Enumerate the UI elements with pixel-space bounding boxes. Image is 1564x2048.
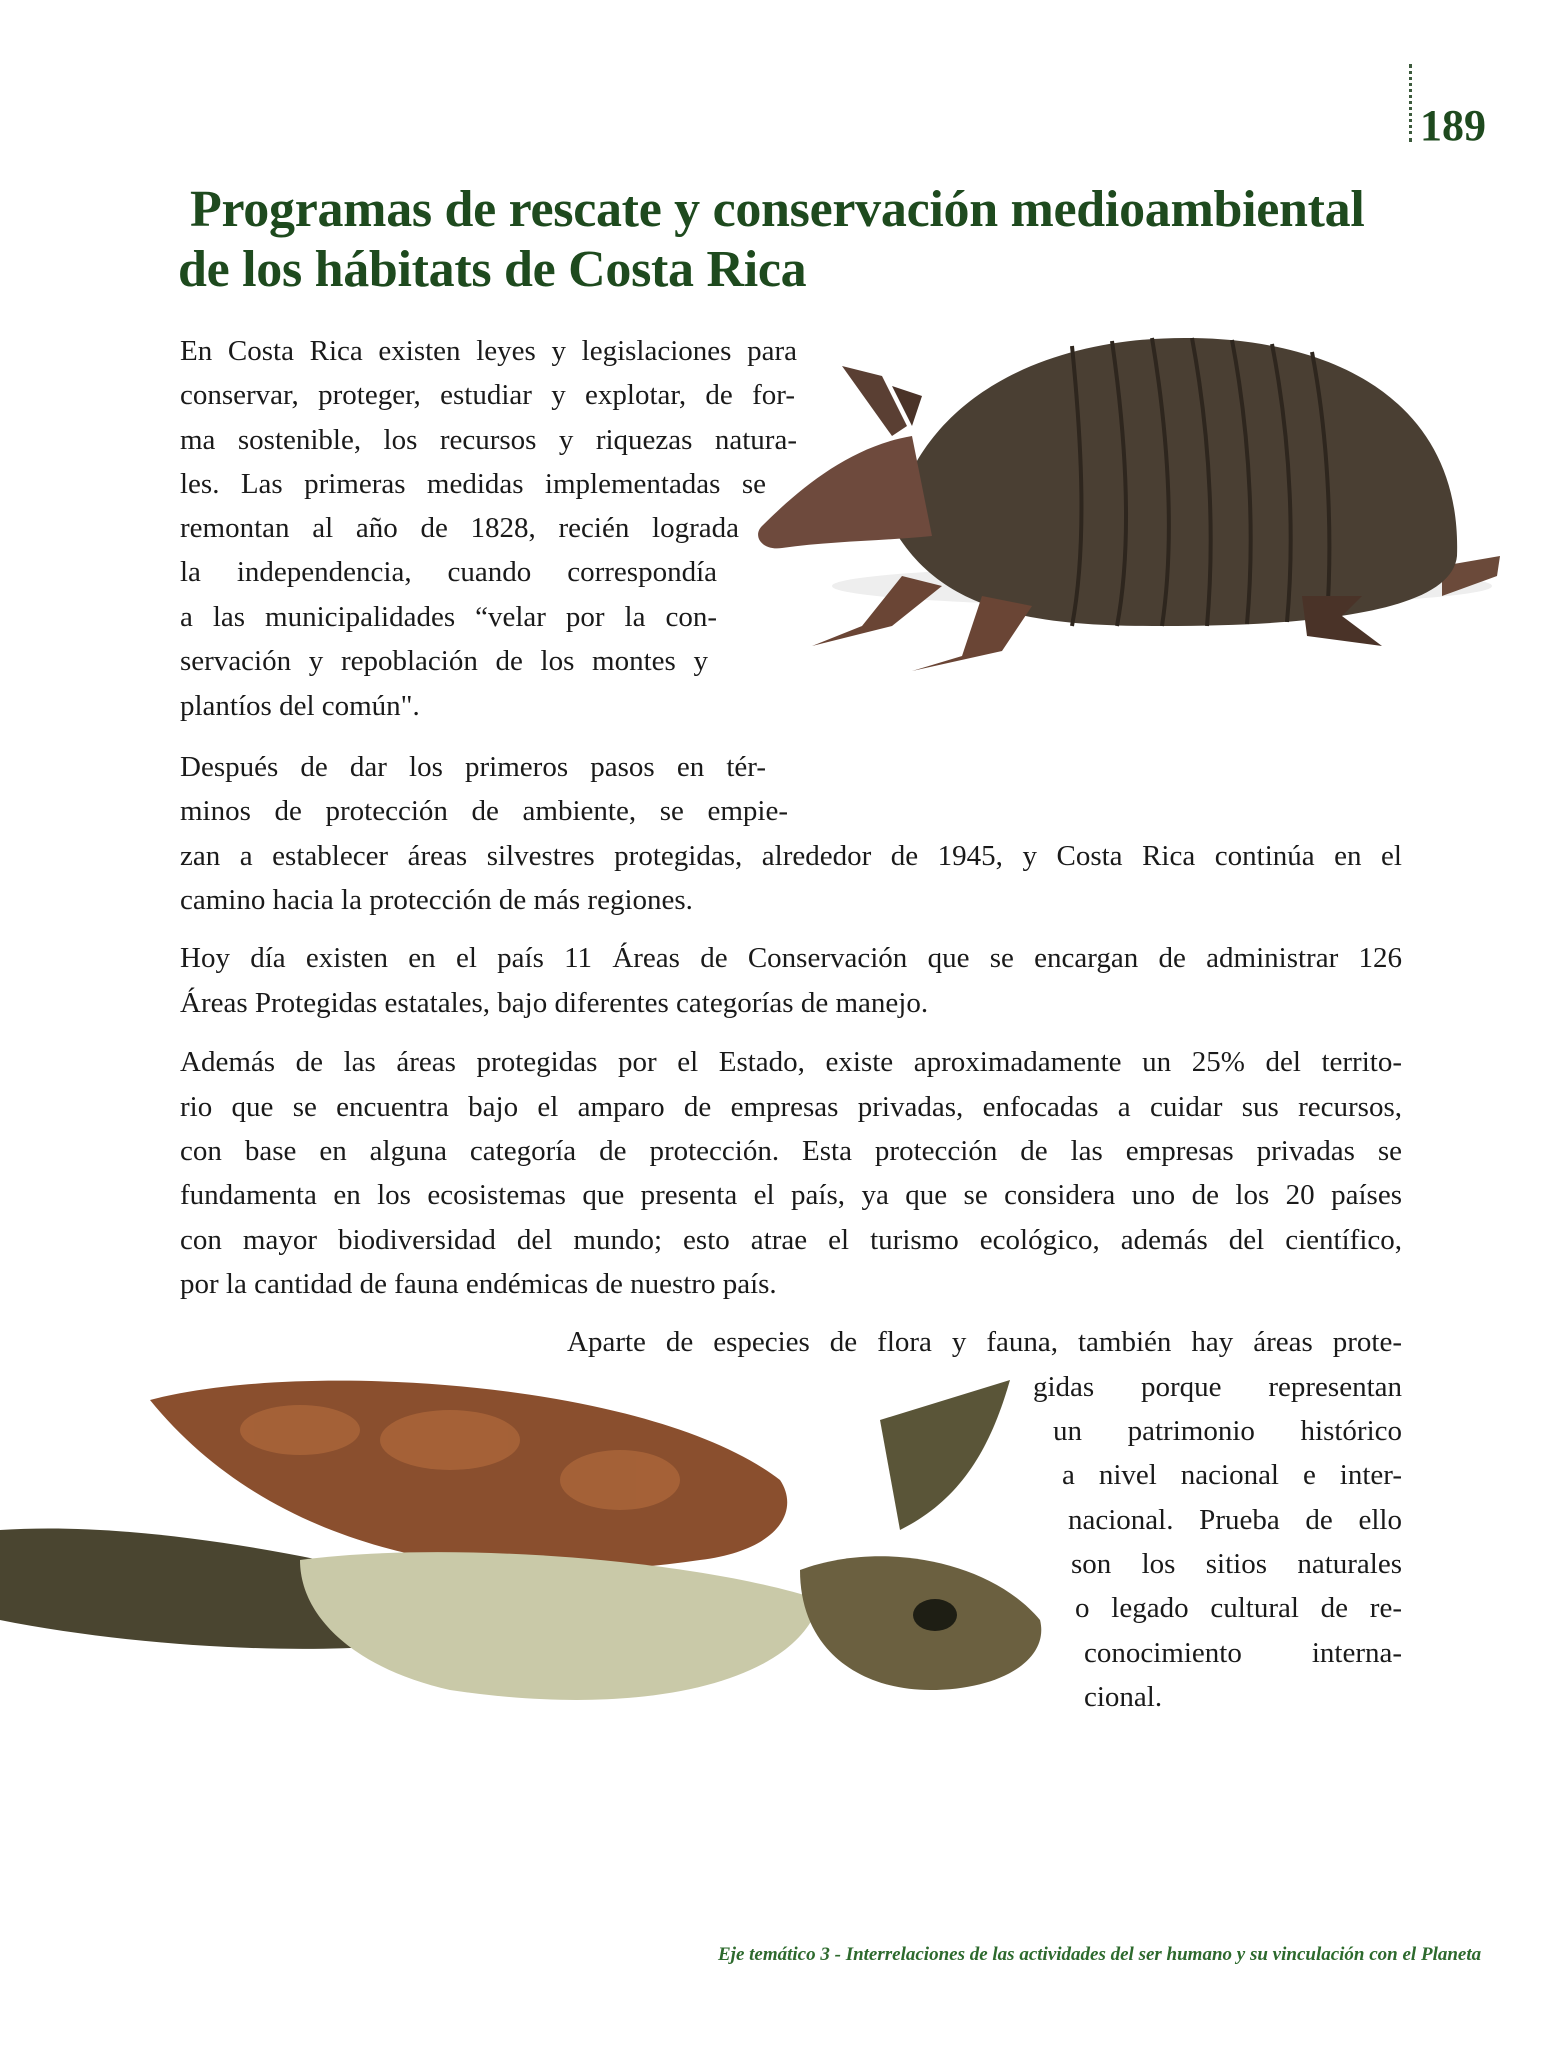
text-line: gidas porque representan — [1033, 1371, 1402, 1403]
text-line: conocimiento interna- — [1084, 1637, 1402, 1669]
text-line: o legado cultural de re- — [1075, 1592, 1402, 1624]
text-line: nacional. Prueba de ello — [1068, 1504, 1402, 1536]
text-line: son los sitios naturales — [1071, 1548, 1402, 1580]
text-line: Después de dar los primeros pasos en tér- — [180, 751, 766, 783]
text-line: Hoy día existen en el país 11 Áreas de Conservación que se encargan de administrar 126 — [180, 942, 1402, 974]
text-line: cional. — [1084, 1681, 1163, 1713]
text-line: ma sostenible, los recursos y riquezas natura- — [180, 424, 797, 456]
text-line: En Costa Rica existen leyes y legislaciones para — [180, 335, 797, 367]
text-line: con mayor biodiversidad del mundo; esto atrae el turismo ecológico, además del científico, — [180, 1224, 1402, 1256]
text-line: zan a establecer áreas silvestres protegidas, alrededor de 1945, y Costa Rica continúa en el — [180, 840, 1402, 872]
footer-theme: Eje temático 3 - Interrelaciones de las actividades del ser humano y su vinculación con el Planeta — [718, 1944, 1482, 1965]
text-line: a las municipalidades “velar por la con- — [180, 601, 717, 633]
text-line: camino hacia la protección de más regiones. — [180, 884, 693, 916]
text-line: rio que se encuentra bajo el amparo de empresas privadas, enfocadas a cuidar sus recursos, — [180, 1091, 1402, 1123]
text-line: Áreas Protegidas estatales, bajo diferentes categorías de manejo. — [180, 987, 929, 1019]
text-line: minos de protección de ambiente, se empie- — [180, 795, 788, 827]
text-line: les. Las primeras medidas implementadas se — [180, 468, 766, 500]
page-title-line-1: Programas de rescate y conservación medioambiental — [190, 181, 1365, 238]
text-line: Aparte de especies de flora y fauna, también hay áreas prote- — [567, 1326, 1402, 1358]
page-number-divider — [1409, 64, 1412, 142]
page-number: 189 — [1420, 101, 1486, 150]
armadillo-image — [742, 326, 1502, 756]
text-line: con base en alguna categoría de protección. Esta protección de las empresas privadas se — [180, 1135, 1402, 1167]
page-title-line-2: de los hábitats de Costa Rica — [178, 241, 807, 298]
text-line: remontan al año de 1828, recién lograda — [180, 512, 739, 544]
text-line: conservar, proteger, estudiar y explotar, de for- — [180, 379, 795, 411]
text-line: servación y repoblación de los montes y — [180, 645, 708, 677]
text-line: plantíos del común". — [180, 690, 420, 722]
text-line: por la cantidad de fauna endémicas de nuestro país. — [180, 1268, 777, 1300]
sea-turtle-image — [0, 1360, 1050, 1750]
text-line: fundamenta en los ecosistemas que presenta el país, ya que se considera uno de los 20 países — [180, 1179, 1402, 1211]
text-line: a nivel nacional e inter- — [1062, 1459, 1402, 1491]
text-line: un patrimonio histórico — [1053, 1415, 1402, 1447]
text-line: Además de las áreas protegidas por el Estado, existe aproximadamente un 25% del territo- — [180, 1046, 1402, 1078]
text-line: la independencia, cuando correspondía — [180, 556, 717, 588]
